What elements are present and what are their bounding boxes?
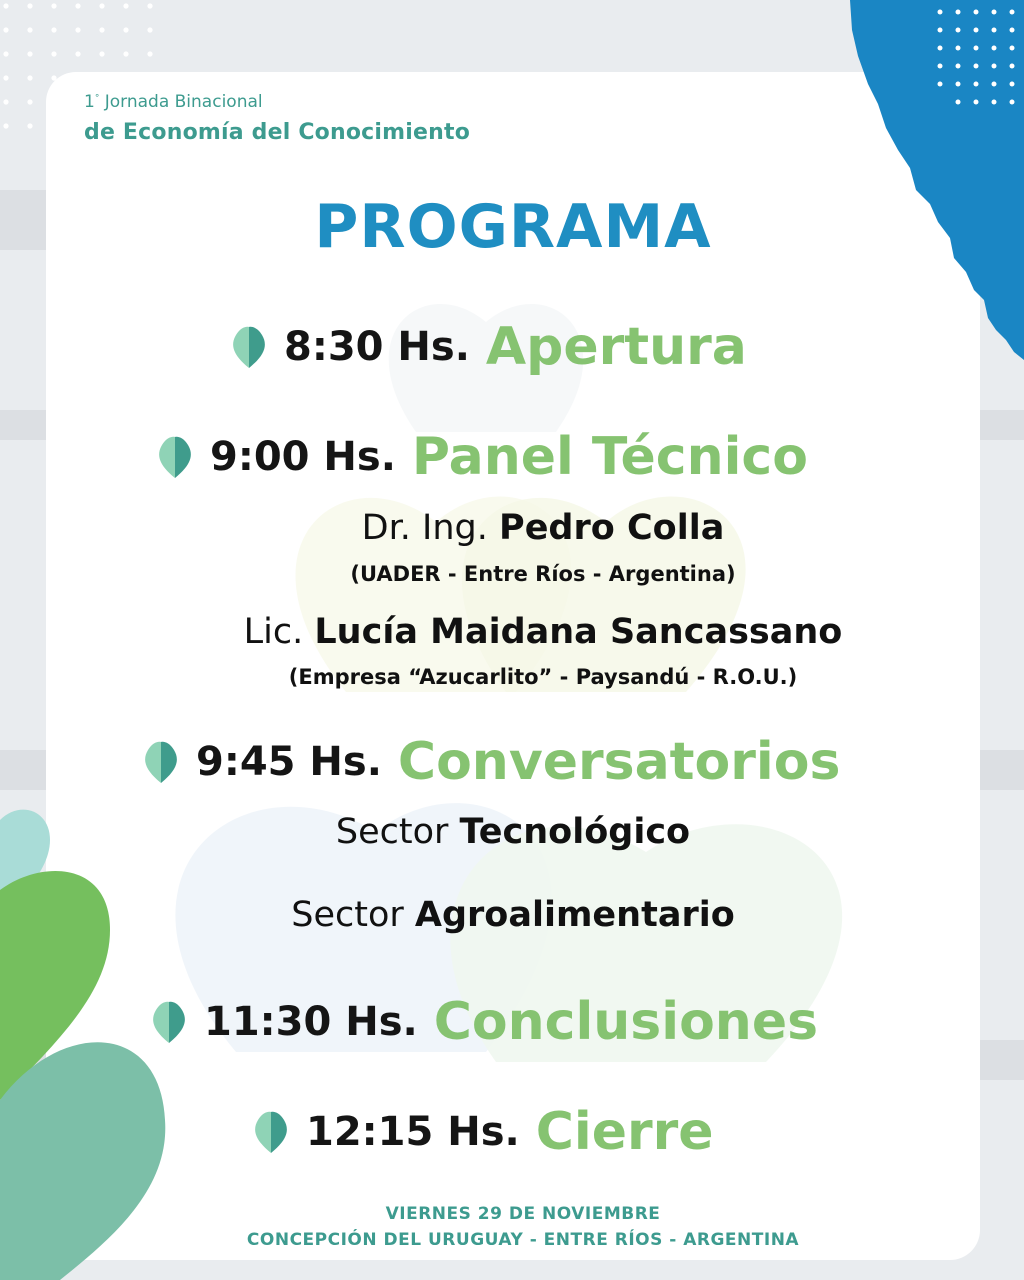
schedule-time: 8:30 Hs. bbox=[284, 324, 470, 370]
panelist-name bbox=[46, 508, 980, 548]
schedule-label: Apertura bbox=[485, 317, 747, 377]
blue-brush-decoration bbox=[846, 0, 1024, 380]
sector-prefix: Sector bbox=[335, 812, 449, 852]
leaf-icon bbox=[230, 325, 268, 369]
ordinal-mark: ° bbox=[94, 93, 100, 104]
schedule-label: Conversatorios bbox=[397, 732, 841, 792]
sector-prefix: Sector bbox=[291, 895, 404, 935]
sector-name: Tecnológico bbox=[459, 812, 691, 852]
event-ordinal-line bbox=[84, 92, 263, 112]
panelist-prefix: Dr. Ing. bbox=[361, 508, 488, 548]
schedule-item-conclusiones bbox=[150, 992, 818, 1052]
schedule-item-conversatorios bbox=[142, 732, 840, 792]
schedule-time: 11:30 Hs. bbox=[204, 999, 418, 1045]
panelist-affiliation: (UADER - Entre Ríos - Argentina) bbox=[350, 562, 736, 586]
event-location: CONCEPCIÓN DEL URUGUAY - ENTRE RÍOS - ARGENTINA bbox=[246, 1230, 800, 1250]
event-subtitle: Jornada Binacional bbox=[104, 92, 263, 112]
sector-name: Agroalimentario bbox=[414, 895, 735, 935]
leaf-icon bbox=[252, 1110, 290, 1154]
sector-line bbox=[46, 812, 980, 852]
program-card bbox=[46, 72, 980, 1260]
event-ordinal: 1 bbox=[84, 92, 95, 112]
leaf-decoration-bottom-left bbox=[0, 800, 180, 1280]
schedule-item-apertura bbox=[230, 317, 747, 377]
schedule-label: Conclusiones bbox=[433, 992, 819, 1052]
panelist-fullname: Lucía Maidana Sancassano bbox=[314, 612, 843, 652]
event-title: de Economía del Conocimiento bbox=[84, 120, 471, 145]
schedule-time: 12:15 Hs. bbox=[306, 1109, 520, 1155]
sector-line bbox=[46, 895, 980, 935]
schedule-item-panel-tecnico bbox=[156, 427, 808, 487]
schedule-label: Cierre bbox=[535, 1102, 714, 1162]
schedule-item-cierre bbox=[252, 1102, 714, 1162]
page-title: PROGRAMA bbox=[314, 192, 712, 262]
schedule-time: 9:00 Hs. bbox=[210, 434, 396, 480]
panelist-affiliation: (Empresa “Azucarlito” - Paysandú - R.O.U.) bbox=[288, 665, 798, 689]
event-date: VIERNES 29 DE NOVIEMBRE bbox=[385, 1204, 661, 1224]
panelist-name bbox=[46, 612, 980, 652]
panelist-fullname: Pedro Colla bbox=[499, 508, 725, 548]
panelist-prefix: Lic. bbox=[243, 612, 304, 652]
schedule-label: Panel Técnico bbox=[411, 427, 808, 487]
leaf-icon bbox=[156, 435, 194, 479]
schedule-time: 9:45 Hs. bbox=[196, 739, 382, 785]
leaf-icon bbox=[142, 740, 180, 784]
